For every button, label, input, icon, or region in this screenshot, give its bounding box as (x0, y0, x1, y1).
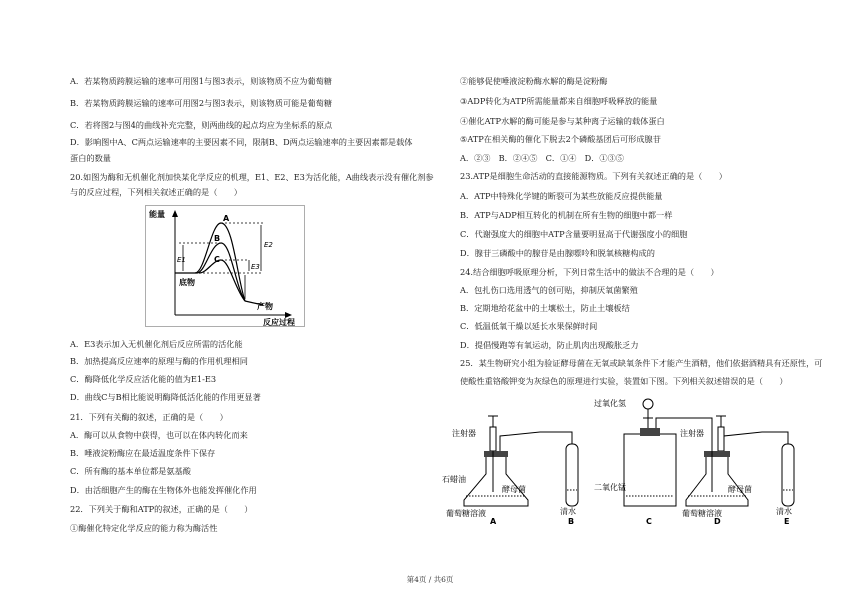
q25-stem-line2: 使酸性重铬酸钾变为灰绿色的原理进行实验，装置如下图。下列相关叙述错误的是（ ） (460, 376, 788, 386)
e1-label: E1 (177, 256, 186, 264)
q19-option-d: D．影响图中A、C两点运输速率的主要因素不同，限制B、D两点运输速率的主要因素都是载体 (70, 137, 413, 147)
q20-energy-diagram (145, 205, 305, 327)
q23-option-a: A．ATP中特殊化学键的断裂可为某些放能反应提供能量 (460, 191, 663, 201)
curve-label-a: A (223, 214, 230, 223)
q24-stem: 24.结合细胞呼吸原理分析，下列日常生活中的做法不合理的是（ ） (460, 267, 719, 277)
product-label: 产物 (257, 302, 273, 311)
e2-label: E2 (264, 241, 273, 249)
q21-option-b: B．唾液淀粉酶应在最适温度条件下保存 (70, 448, 216, 458)
q22-choices: A．②③ B．②④⑤ C．①④ D．①③⑤ (460, 153, 624, 163)
water-label-b: 清水 (560, 507, 576, 516)
q21-option-a: A．酶可以从食物中获得，也可以在体内转化而来 (70, 430, 248, 440)
x-axis-label: 反应过程 (263, 318, 295, 327)
letter-e: E (784, 517, 790, 524)
curve-label-b: B (214, 234, 221, 243)
q20-option-a: A．E3表示加入无机催化剂后反应所需的活化能 (70, 339, 243, 349)
q22-stem: 22．下列关于酶和ATP的叙述，正确的是（ ） (70, 504, 253, 514)
q19-option-a: A．若某物质跨膜运输的速率可用图1与图3表示，则该物质不应为葡萄糖 (70, 76, 332, 86)
q20-option-c: C．酶降低化学反应活化能的值为E1-E3 (70, 374, 217, 384)
letter-d: D (714, 517, 721, 524)
q21-stem: 21．下列有关酶的叙述，正确的是（ ） (70, 412, 228, 422)
q22-statement-5: ⑤ATP在相关酶的催化下脱去2个磷酸基团后可形成腺苷 (460, 134, 661, 144)
q22-statement-4: ④催化ATP水解的酶可能是参与某种离子运输的载体蛋白 (460, 116, 665, 126)
letter-c: C (646, 517, 652, 524)
q23-option-d: D．腺苷三磷酸中的腺苷是由腺嘌呤和脱氧核糖构成的 (460, 248, 655, 258)
syringe-label-left: 注射器 (452, 429, 476, 438)
glucose-label-a: 葡萄糖溶液 (446, 509, 486, 518)
q19-option-d-cont: 蛋白的数量 (70, 153, 111, 163)
q22-statement-3: ③ADP转化为ATP所需能量都来自细胞呼吸释放的能量 (460, 96, 658, 106)
q24-option-d: D．提倡慢跑等有氧运动，防止肌肉出现酸胀乏力 (460, 340, 639, 350)
q23-option-b: B．ATP与ADP相互转化的机制在所有生物的细胞中都一样 (460, 210, 673, 220)
yeast-label-a: 酵母菌 (502, 485, 526, 494)
q24-option-c: C．低温低氧干燥以延长水果保鲜时间 (460, 321, 598, 331)
q23-option-c: C．代谢强度大的细胞中ATP含量要明显高于代谢强度小的细胞 (460, 229, 688, 239)
q21-option-d: D．由活细胞产生的酶在生物体外也能发挥催化作用 (70, 485, 257, 495)
q19-option-b: B．若某物质跨膜运输的速率可用图2与图3表示，则该物质可能是葡萄糖 (70, 98, 333, 108)
reactant-label: 底物 (179, 278, 195, 287)
y-axis-label: 能量 (149, 210, 165, 219)
letter-b: B (568, 517, 575, 524)
water-label-e: 清水 (776, 507, 792, 516)
letter-a: A (490, 517, 497, 524)
q22-statement-1: ①酶催化特定化学反应的能力称为酶活性 (70, 523, 218, 533)
paraffin-label-a: 石蜡油 (442, 475, 466, 484)
yeast-label-d: 酵母菌 (728, 485, 752, 494)
q24-option-b: B．定期地给花盆中的土壤松土，防止土壤板结 (460, 303, 630, 313)
q20-option-b: B．加热提高反应速率的原理与酶的作用机理相同 (70, 356, 248, 366)
q25-apparatus-diagram (436, 396, 826, 524)
q23-stem: 23.ATP是细胞生命活动的直接能源物质。下列有关叙述正确的是（ ） (460, 171, 727, 181)
glucose-label-d: 葡萄糖溶液 (682, 509, 722, 518)
syringe-label-right: 注射器 (680, 429, 704, 438)
h2o2-label: 过氧化氢 (594, 399, 626, 408)
q21-option-c: C．所有酶的基本单位都是氨基酸 (70, 466, 191, 476)
e3-label: E3 (251, 263, 260, 271)
q19-option-c: C．若将图2与图4的曲线补充完整，则两曲线的起点均应为坐标系的原点 (70, 120, 333, 130)
page-footer: 第4页 / 共6页 (406, 575, 454, 584)
q20-stem-line2: 与的反应过程，下列相关叙述正确的是（ ） (70, 187, 242, 197)
q20-stem-line1: 20.如图为酶和无机催化剂加快某化学反应的机理，E1、E2、E3为活化能，A曲线表示没有催化剂参 (70, 172, 434, 182)
q25-stem-line1: 25．某生物研究小组为验证酵母菌在无氧或缺氧条件下才能产生酒精，他们依据酒精具有还原性，可 (460, 358, 823, 368)
mno2-label: 二氧化锰 (594, 483, 626, 492)
q20-option-d: D．曲线C与B相比能说明酶降低活化能的作用更显著 (70, 392, 261, 402)
q22-statement-2: ②能够促使唾液淀粉酶水解的酶是淀粉酶 (460, 76, 608, 86)
curve-label-c: C (214, 255, 220, 264)
q24-option-a: A．包扎伤口选用透气的创可贴，抑制厌氧菌繁殖 (460, 285, 638, 295)
